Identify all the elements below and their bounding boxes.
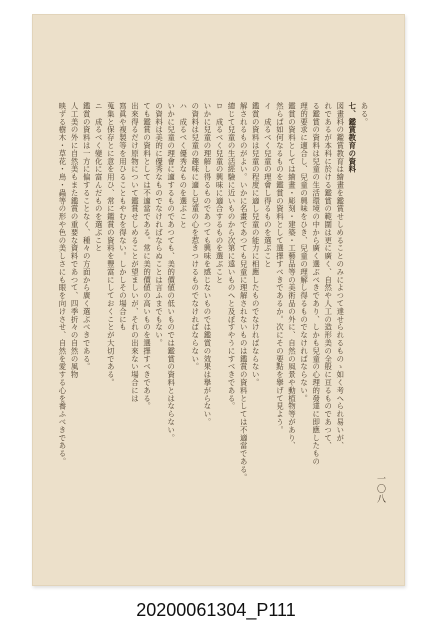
text-column: イ 成るべく兒童の理會し得るものを選ぶこと [263,102,273,268]
text-column: ニ 成るべく變化に富んだものを選ぶこと [94,102,104,253]
text-column: 鑑賞の資料は兒童の程度に適し兒童の能力に相應したものでなければならない。 [251,102,261,387]
text-column: ても鑑賞の資料としては不適當である。常に美的價値の高いものを選擇すべきである。 [142,102,152,411]
text-column: 人工美の外に自然美もまた鑑賞の重要な資料であつて、四季折々の自然の風物 [70,102,80,379]
text-column: 理的要求に適合し、兒童の興味をひき、兒童の理解し得るものでなければならない。 [299,102,309,403]
text-column: 然らば如何なるものを鑑賞の資料として選擇すべきであるか。次にその要點を擧げて見よう。 [275,102,285,434]
image-caption: 20200061304_P111 [136,600,296,620]
text-column: 図畫科の鑑賞教育は繪畫を鑑賞せしめることのみによつて達せられるものゝ如く考へられ易いが、 [335,102,345,450]
text-column: ある。 [359,102,369,126]
text-column: 解されるものがよい。いかに名畫であつても兒童に理解されないものは鑑賞の資料としては不適當である。 [239,102,249,482]
text-column: る鑑賞の資料は兒童の生活環境の中から廣く選ぶべきであり、しかも兒童の心理的發達に即應したもの [311,102,321,466]
text-column: 寫眞や複製等を用ひることもやむを得ない。しかしその場合にも [118,102,128,332]
document-page [32,14,405,586]
section-heading: 七、鑑賞教育の資料 [347,102,357,174]
text-column: ハ 成るべく優秀なものを選ぶこと [178,102,188,229]
text-column: の資料は美的に優秀なものでなければならぬことは言ふまでもない。 [154,102,164,347]
vertical-text-body [58,102,368,542]
text-column: 出來得るだけ原物について鑑賞せしめることが望ましいが、それの出來ない場合には [130,102,140,403]
text-column: れであるが本科に於ける鑑賞の範圍は更に廣く、自然や人工の造形美の全般に亘るものであつて、 [323,102,333,450]
text-column: の資料は兒童の趣味に適し兒童の心を惹きつけるものでなければならない。 [190,102,200,371]
text-column: いかに兒童の理會に適するものであつても、美的價値の低いものでは鑑賞の資料とはならない。 [166,102,176,442]
text-column: 蒐集と保存とに意を用ひ、常に鑑賞の資料を豐富にしておくことが大切である。 [106,102,116,387]
text-column: 映ずる樹木・草花・鳥・蟲等の形や色の美しさにも眼を向けさせ、自然を愛する心を養ふべきである。 [58,102,67,466]
text-column: 鑑賞の資料としては繪畫・彫刻・建築・工藝品等の美術品の外に、自然の風景や動植物等があり、 [287,102,297,450]
text-column: 總じて兒童の生活經驗に近いものから次第に遠いものへと及ぼすやうにすべきである。 [227,102,237,411]
text-column: いかに兒童の理解し得るものであつても興味を感じないものでは鑑賞の效果は擧がらない。 [202,102,212,426]
text-column: 鑑賞の資料は一方に偏することなく、種々の方面から廣く選ぶべきである。 [82,102,92,371]
text-column: ロ 成るべく兒童の興味に適合するものを選ぶこと [215,102,225,284]
page-number: 一〇八 [375,474,385,504]
